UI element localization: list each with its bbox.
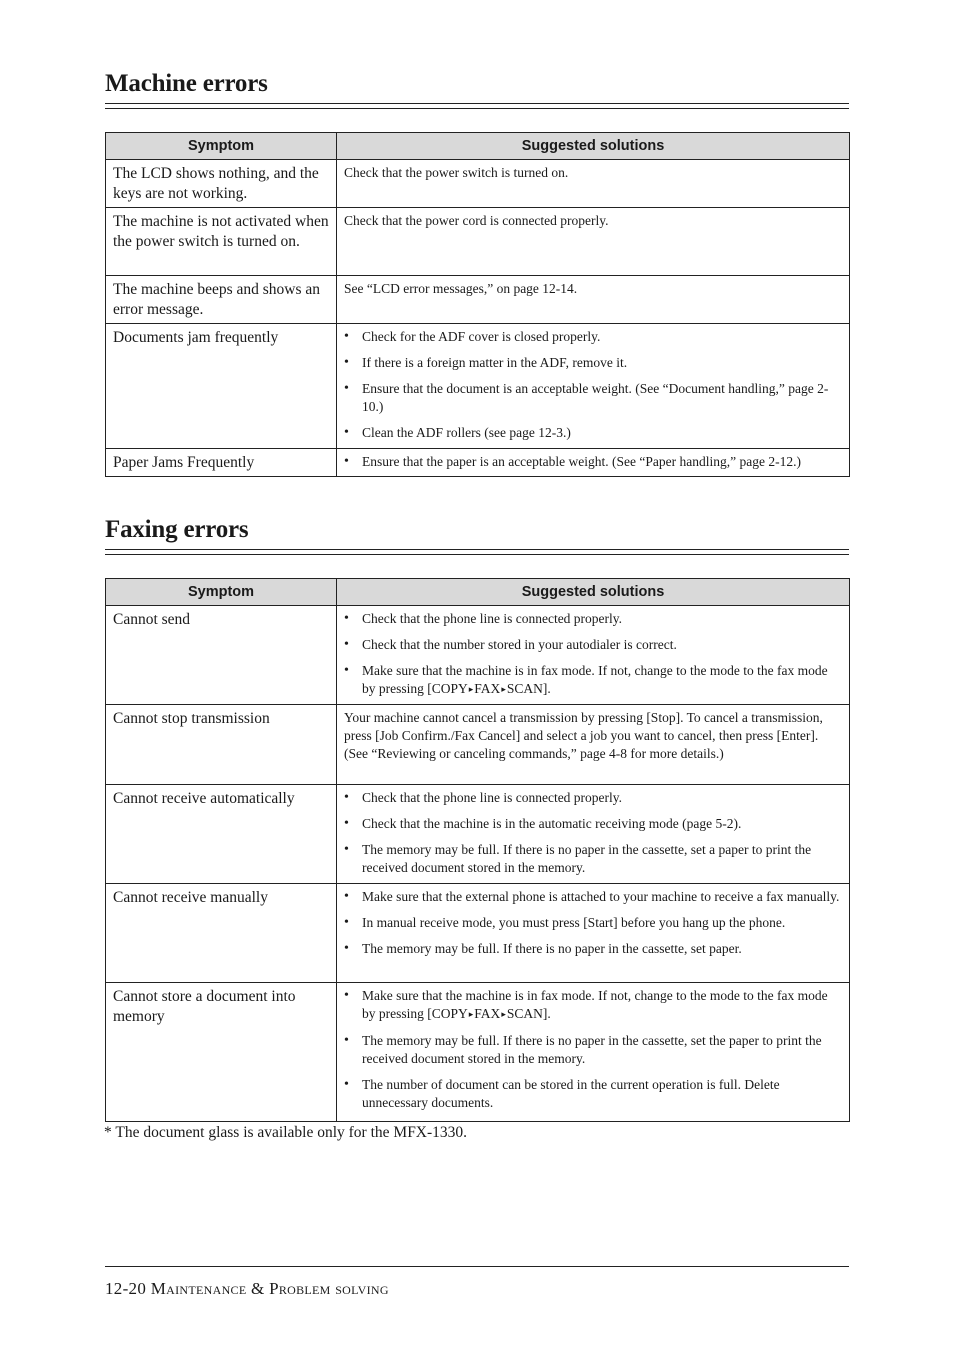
solution-bullet: • Check for the ADF cover is closed properly. [344,328,842,346]
solution-cell [337,160,850,208]
symptom-cell: Cannot send [106,606,337,705]
table-row [106,160,850,208]
solution-bullet: • Make sure that the machine is in fax mode. If not, change to the mode to the fax mode by pressing [COPY▸FAX▸SCAN]. [344,987,842,1024]
symptom-cell: The machine beeps and shows an error message. [106,276,337,324]
table-row [106,705,850,785]
solution-bullet: • The memory may be full. If there is no paper in the cassette, set the paper to print the received document stored in the memory. [344,1032,842,1068]
solution-list [344,328,842,442]
table-row [106,449,850,477]
solution-text: Check that the power switch is turned on. [344,165,569,180]
solution-cell [337,983,850,1122]
solution-list [344,987,842,1112]
triangle-separator-icon: ▸ [501,1009,506,1019]
solution-list [344,453,842,471]
solution-bullet: • Make sure that the external phone is attached to your machine to receive a fax manually. [344,888,842,906]
solution-list [344,789,842,877]
chapter-title: Maintenance & Problem solving [150,1279,389,1298]
faxing-errors-table [105,578,850,1122]
symptom-cell: Paper Jams Frequently [106,449,337,477]
solution-bullet: • Ensure that the paper is an acceptable weight. (See “Paper handling,” page 2-12.) [344,453,842,471]
section-rule [105,549,849,555]
solution-text: Your machine cannot cancel a transmission by pressing [Stop]. To cancel a transmission, press [Job Confirm./Fax Cancel] and select a job you want to cancel, then press [Enter]. (See “Reviewing or canceling commands,” page 4-8 for more details.) [344,710,823,761]
table-row [106,276,850,324]
symptom-cell: Cannot store a document into memory [106,983,337,1122]
table-header-row [106,579,850,606]
footnote: * The document glass is available only for the MFX-1330. [104,1124,468,1141]
solution-bullet: • The memory may be full. If there is no paper in the cassette, set a paper to print the received document stored in the memory. [344,841,842,877]
symptom-cell: The machine is not activated when the power switch is turned on. [106,208,337,276]
header-solutions: Suggested solutions [337,579,850,606]
solution-cell [337,705,850,785]
page-footer [105,1279,389,1299]
footer-rule [105,1266,849,1267]
section-rule [105,103,849,109]
solution-cell [337,884,850,983]
header-symptom: Symptom [106,579,337,606]
solution-bullet: • Check that the machine is in the automatic receiving mode (page 5-2). [344,815,842,833]
solution-text: Check that the power cord is connected properly. [344,213,609,228]
solution-bullet: • Make sure that the machine is in fax mode. If not, change to the mode to the fax mode by pressing [COPY▸FAX▸SCAN]. [344,662,842,699]
solution-bullet: • If there is a foreign matter in the ADF, remove it. [344,354,842,372]
symptom-cell: Cannot stop transmission [106,705,337,785]
solution-list [344,610,842,699]
symptom-cell: Cannot receive automatically [106,785,337,884]
table-row [106,884,850,983]
solution-cell [337,606,850,705]
solution-bullet: • Ensure that the document is an acceptable weight. (See “Document handling,” page 2-10.) [344,380,842,416]
table-row [106,606,850,705]
solution-text: See “LCD error messages,” on page 12-14. [344,281,578,296]
page-number: 12-20 [105,1279,147,1298]
header-symptom: Symptom [106,133,337,160]
triangle-separator-icon: ▸ [468,1009,474,1019]
solution-bullet: • The number of document can be stored in the current operation is full. Delete unnecessary documents. [344,1076,842,1112]
solution-list [344,888,842,958]
solution-bullet: • Clean the ADF rollers (see page 12-3.) [344,424,842,442]
solution-bullet: • Check that the phone line is connected properly. [344,610,842,628]
solution-bullet: • The memory may be full. If there is no paper in the cassette, set paper. [344,940,842,958]
table-header-row [106,133,850,160]
triangle-separator-icon: ▸ [501,684,506,694]
table-row [106,208,850,276]
symptom-cell: The LCD shows nothing, and the keys are not working. [106,160,337,208]
solution-bullet: • In manual receive mode, you must press [Start] before you hang up the phone. [344,914,842,932]
table-row [106,983,850,1122]
section-title-machine-errors: Machine errors [105,70,268,97]
solution-cell [337,324,850,449]
solution-cell [337,276,850,324]
solution-bullet: • Check that the phone line is connected properly. [344,789,842,807]
triangle-separator-icon: ▸ [468,684,474,694]
symptom-cell: Cannot receive manually [106,884,337,983]
solution-cell [337,449,850,477]
symptom-cell: Documents jam frequently [106,324,337,449]
table-row [106,785,850,884]
solution-bullet: • Check that the number stored in your autodialer is correct. [344,636,842,654]
solution-cell [337,785,850,884]
machine-errors-table [105,132,850,477]
header-solutions: Suggested solutions [337,133,850,160]
table-row [106,324,850,449]
solution-cell [337,208,850,276]
section-title-faxing-errors: Faxing errors [105,516,249,543]
